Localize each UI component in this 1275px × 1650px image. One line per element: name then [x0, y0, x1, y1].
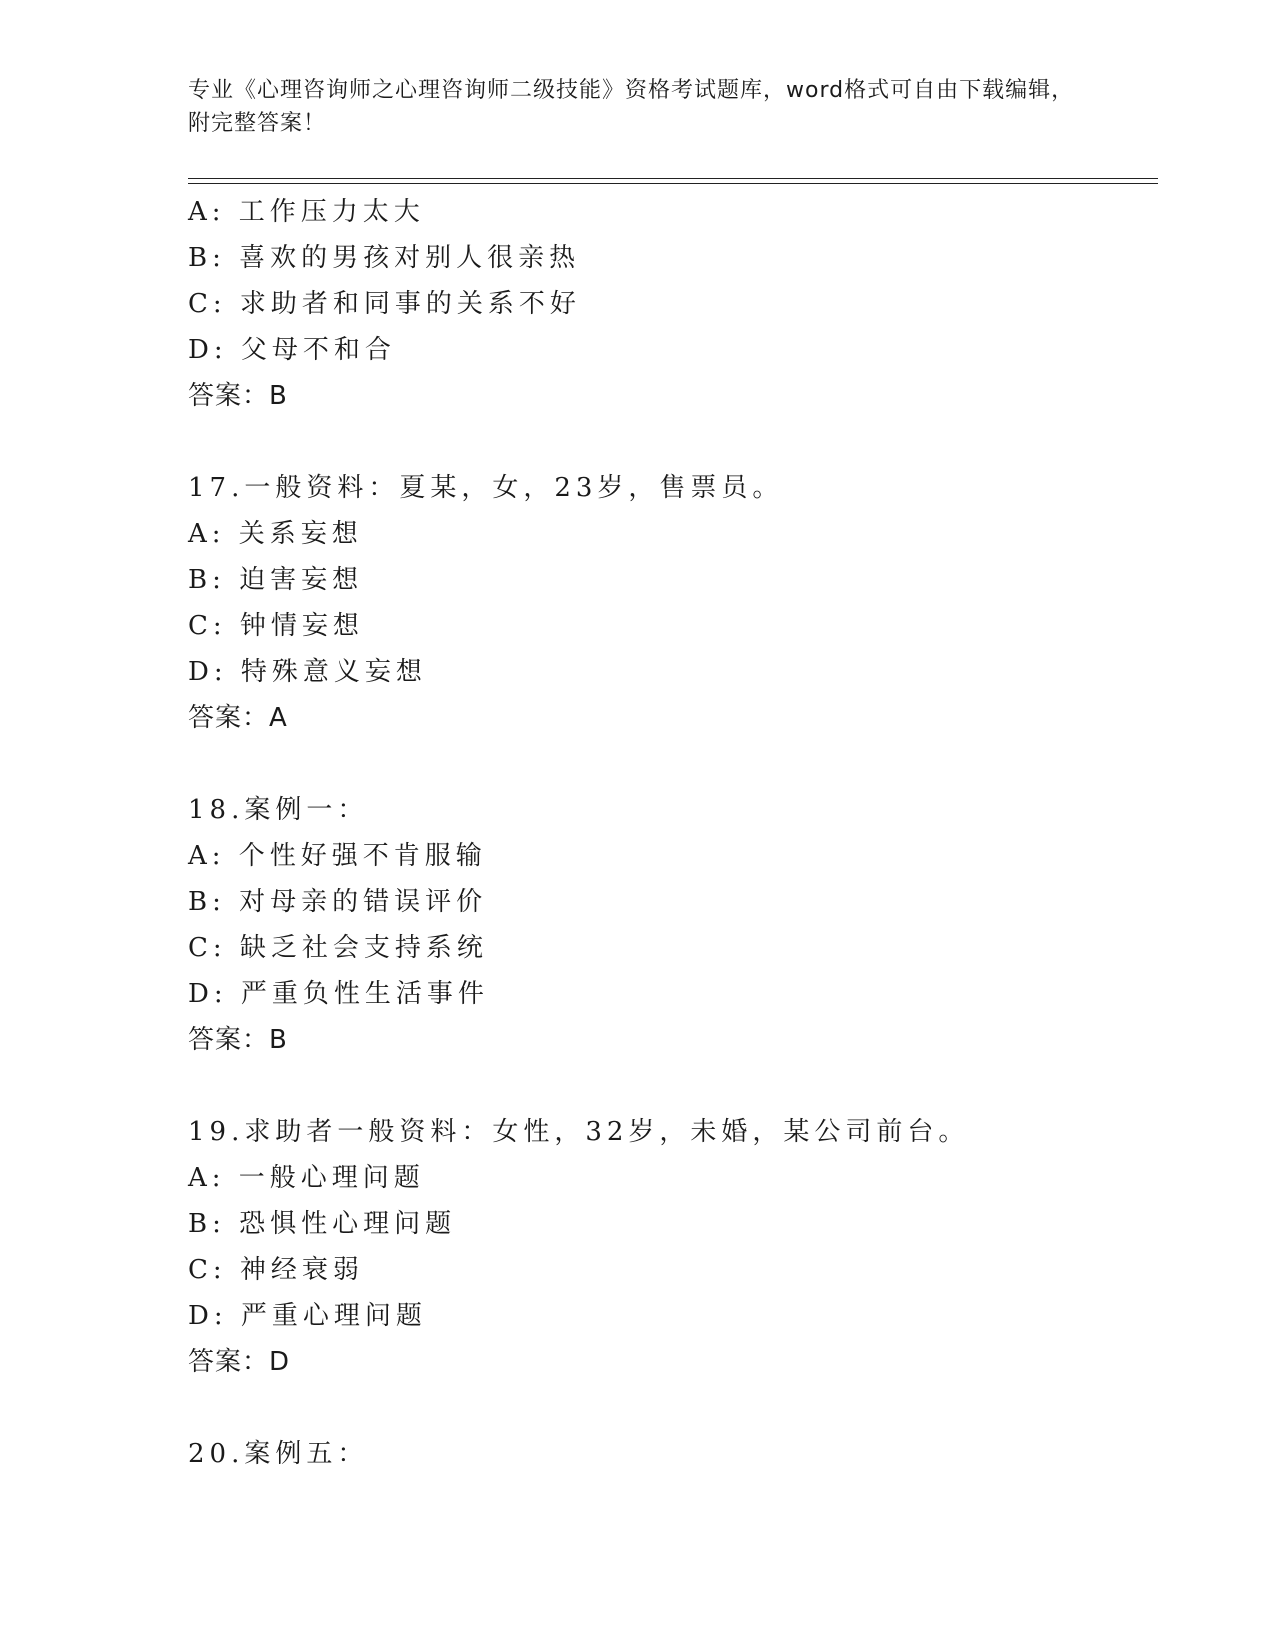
option-b: B: 迫害妄想: [188, 565, 364, 595]
question-list: [188, 189, 1148, 1523]
option-d: D: 严重负性生活事件: [188, 979, 489, 1009]
option-d: D: 特殊意义妄想: [188, 657, 427, 687]
option-d: D: 严重心理问题: [188, 1301, 427, 1331]
answer: 答案：B: [188, 1025, 288, 1055]
answer: 答案：B: [188, 381, 288, 411]
option-a: A: 工作压力太大: [188, 197, 425, 227]
option-c: C: 求助者和同事的关系不好: [188, 289, 581, 319]
question-title: 20.案例五：: [188, 1439, 369, 1469]
header-divider-bottom: [188, 183, 1158, 184]
option-b: B: 恐惧性心理问题: [188, 1209, 457, 1239]
question-18: [188, 787, 1148, 1063]
answer: 答案：D: [188, 1347, 291, 1377]
question-title: 19.求助者一般资料：女性，32岁，未婚，某公司前台。: [188, 1117, 970, 1147]
option-b: B: 喜欢的男孩对别人很亲热: [188, 243, 581, 273]
question-20: [188, 1431, 1148, 1477]
option-c: C: 钟情妄想: [188, 611, 364, 641]
header-divider-top: [188, 178, 1158, 179]
document-header: 专业《心理咨询师之心理咨询师二级技能》资格考试题库，word格式可自由下载编辑，附完整答案！: [188, 78, 1075, 136]
question-title: 18.案例一：: [188, 795, 369, 825]
option-c: C: 缺乏社会支持系统: [188, 933, 488, 963]
answer: 答案：A: [188, 703, 288, 733]
option-d: D: 父母不和合: [188, 335, 396, 365]
question-19: [188, 1109, 1148, 1385]
question-title: 17.一般资料：夏某，女，23岁，售票员。: [188, 473, 784, 503]
option-b: B: 对母亲的错误评价: [188, 887, 488, 917]
question-17: [188, 465, 1148, 741]
option-a: A: 一般心理问题: [188, 1163, 425, 1193]
question-16-continued: [188, 189, 1148, 419]
option-c: C: 神经衰弱: [188, 1255, 364, 1285]
option-a: A: 关系妄想: [188, 519, 363, 549]
option-a: A: 个性好强不肯服输: [188, 841, 487, 871]
